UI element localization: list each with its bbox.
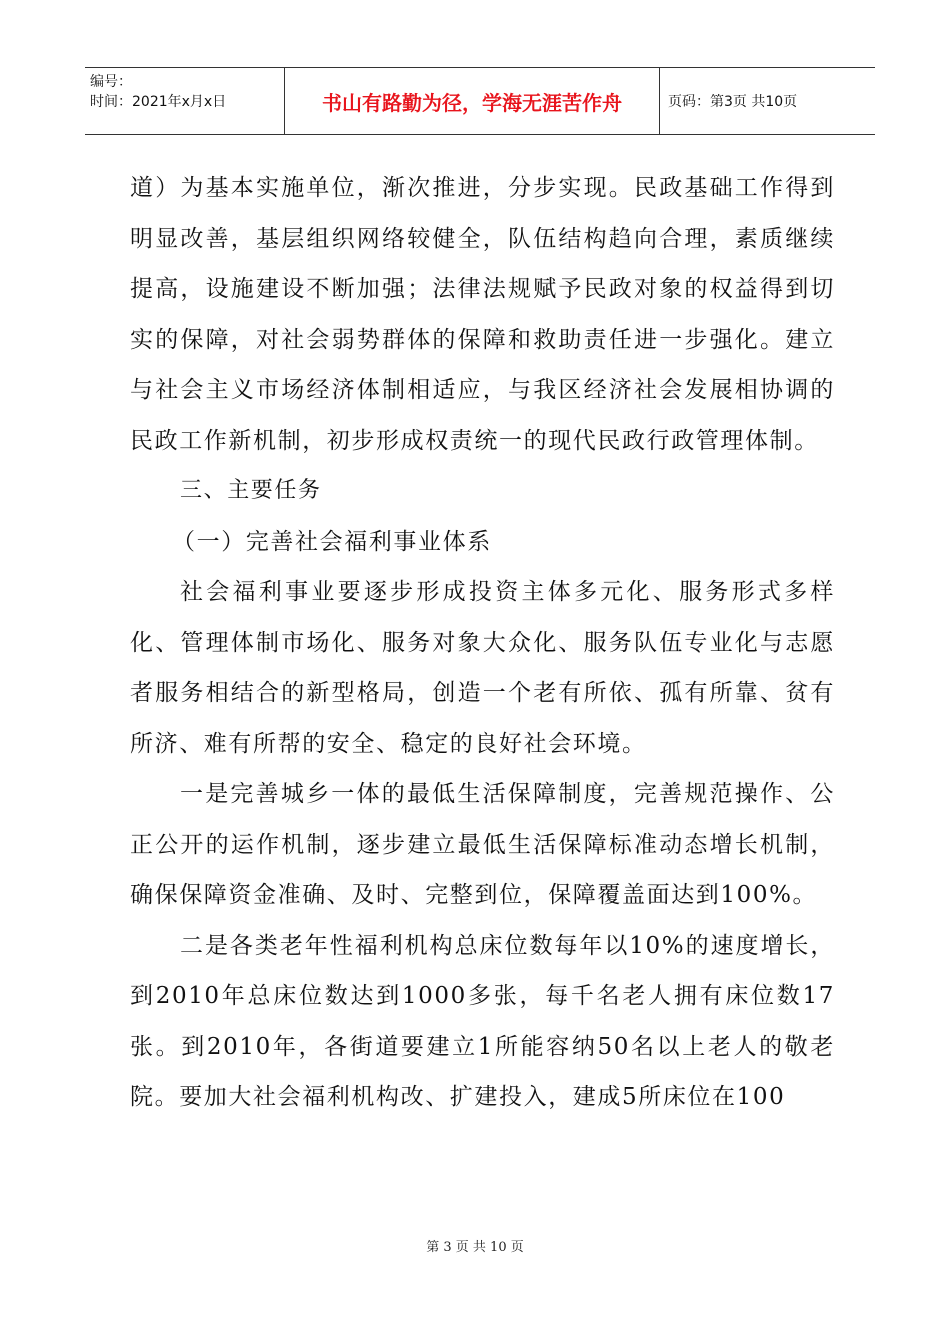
page-footer: 第 3 页 共 10 页 xyxy=(426,1240,524,1255)
section-heading: 三、主要任务 xyxy=(180,478,322,503)
document-date-label: 时间：2021年x月x日 xyxy=(90,94,227,110)
body-paragraph: 社会福利事业要逐步形成投资主体多元化、服务形式多样化、管理体制市场化、服务对象大众化、服务队伍专业化与志愿者服务相结合的新型格局，创造一个老有所依、孤有所靠、贫有所济、难有所帮的安全、稳定的良好社会环境。 xyxy=(130,579,835,757)
header-page-info: 页码：第3页 共10页 xyxy=(668,94,798,110)
page-header xyxy=(85,67,875,135)
body-paragraph: 二是各类老年性福利机构总床位数每年以10%的速度增长，到2010年总床位数达到1000多张，每千名老人拥有床位数17张。到2010年，各街道要建立1所能容纳50名以上老人的敬老院。要加大社会福利机构改、扩建投入，建成5所床位在100 xyxy=(130,932,835,1110)
body-paragraph: 一是完善城乡一体的最低生活保障制度，完善规范操作、公正公开的运作机制，逐步建立最低生活保障标准动态增长机制，确保保障资金准确、及时、完整到位，保障覆盖面达到100%。 xyxy=(130,781,835,908)
header-motto: 书山有路勤为径，学海无涯苦作舟 xyxy=(285,68,660,134)
document-number-label: 编号： xyxy=(90,74,132,90)
document-body xyxy=(130,163,835,1123)
subsection-heading: （一）完善社会福利事业体系 xyxy=(172,528,492,555)
body-paragraph: 道）为基本实施单位，渐次推进，分步实现。民政基础工作得到明显改善，基层组织网络较健全，队伍结构趋向合理，素质继续提高，设施建设不断加强；法律法规赋予民政对象的权益得到切实的保障，对社会弱势群体的保障和救助责任进一步强化。建立与社会主义市场经济体制相适应，与我区经济社会发展相协调的民政工作新机制，初步形成权责统一的现代民政行政管理体制。 xyxy=(130,175,835,454)
header-meta xyxy=(85,68,285,134)
